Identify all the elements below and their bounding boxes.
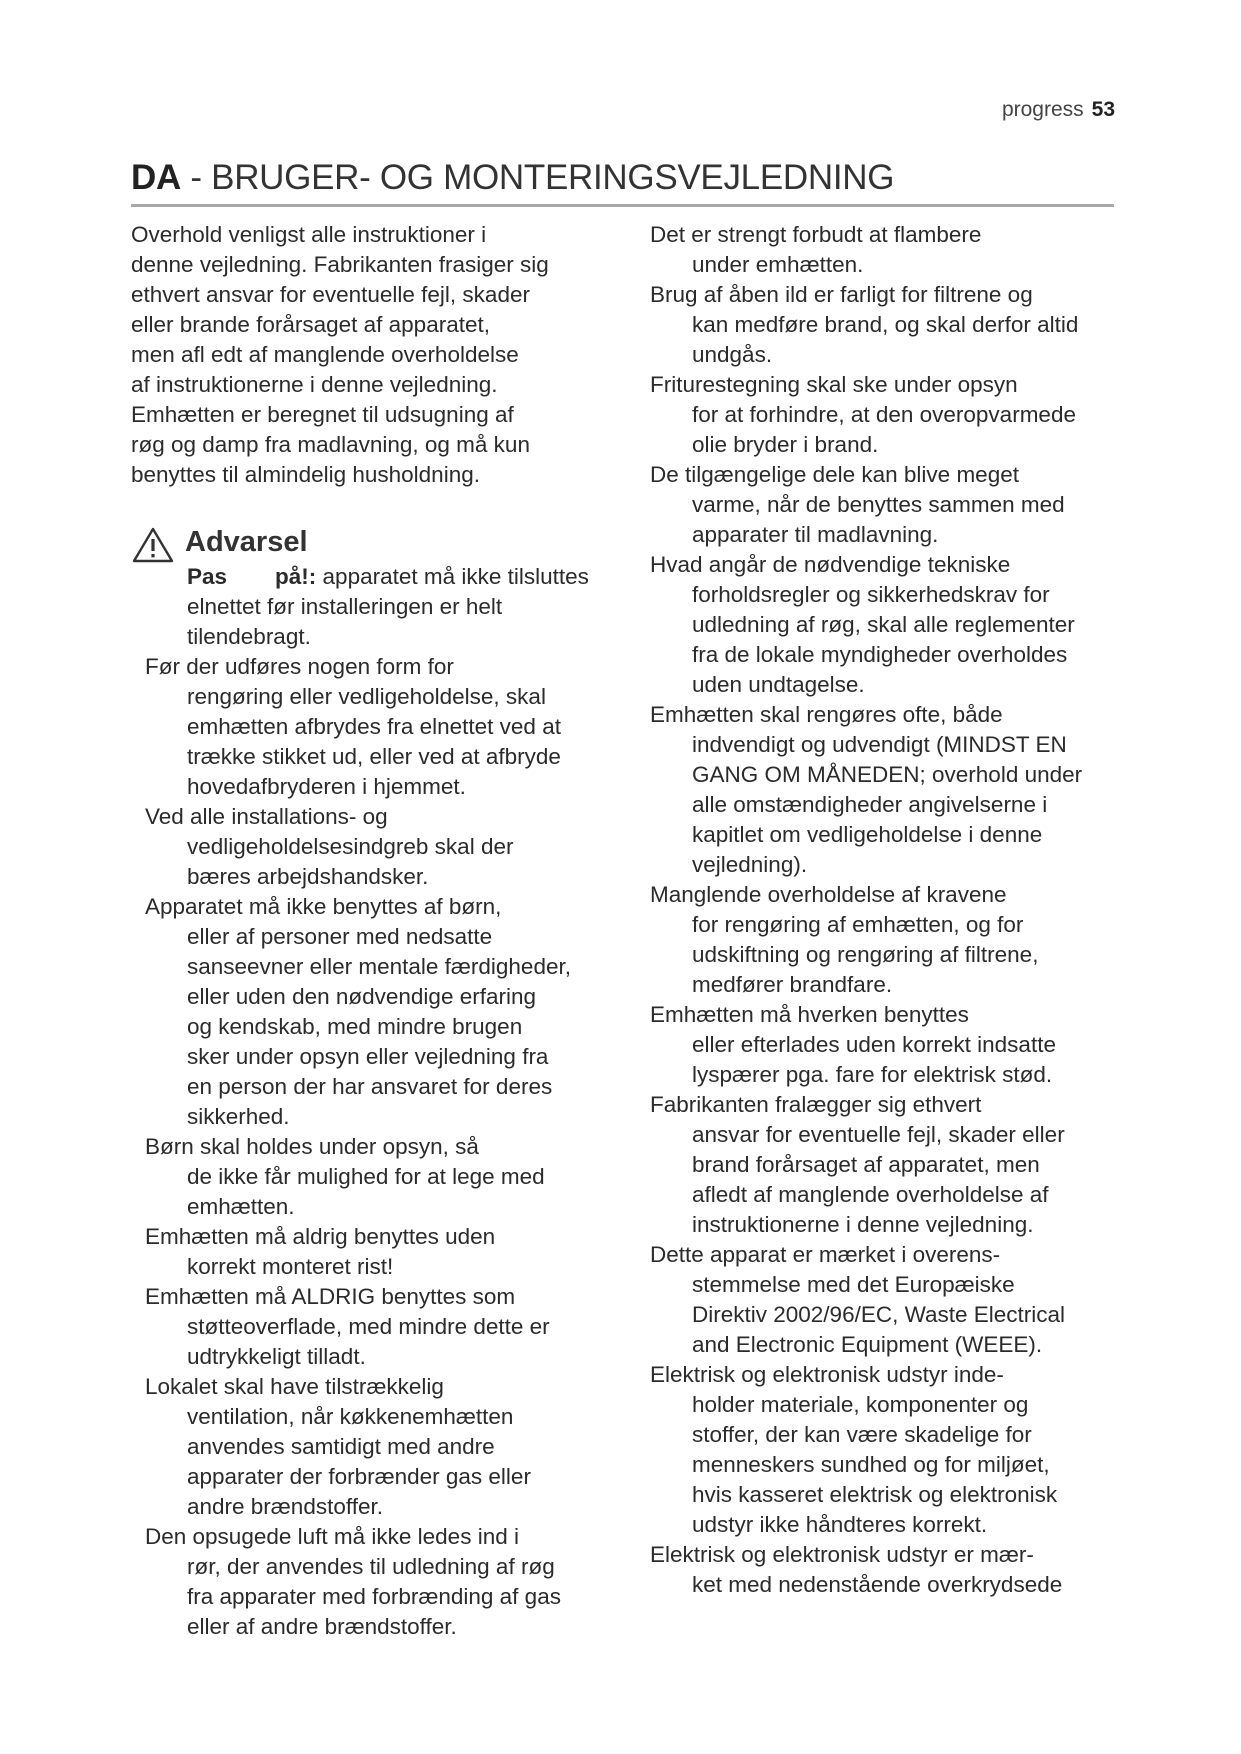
item-line: vedligeholdelsesindgreb skal der <box>187 834 514 859</box>
warning-intro <box>131 562 631 652</box>
intro-line: denne vejledning. Fabrikanten frasiger sig <box>131 252 549 277</box>
item-line: Friturestegning skal ske under opsyn <box>650 372 1018 397</box>
intro-line: Emhætten er beregnet til udsugning af <box>131 402 514 427</box>
item-line: emhætten afbrydes fra elnettet ved at <box>187 714 561 739</box>
safety-item <box>650 1090 1130 1240</box>
warning-emphasis-a: Pas <box>187 564 228 589</box>
item-line: alle omstændigheder angivelserne i <box>692 792 1048 817</box>
item-line: Før der udføres nogen form for <box>145 654 454 679</box>
item-line: brand forårsaget af apparatet, men <box>692 1152 1040 1177</box>
item-line: anvendes samtidigt med andre <box>187 1434 495 1459</box>
right-column <box>650 220 1130 1600</box>
safety-item <box>650 880 1130 1000</box>
item-line: sikkerhed. <box>187 1104 290 1129</box>
warning-item <box>131 892 631 1132</box>
intro-line: eller brande forårsaget af apparatet, <box>131 312 490 337</box>
item-line: Emhætten skal rengøres ofte, både <box>650 702 1003 727</box>
safety-item <box>650 460 1130 550</box>
item-line: eller uden den nødvendige erfaring <box>187 984 536 1009</box>
item-line: Emhætten må ALDRIG benyttes som <box>145 1284 516 1309</box>
warning-triangle-icon <box>131 526 175 564</box>
item-line: holder materiale, komponenter og <box>692 1392 1029 1417</box>
item-line: kan medføre brand, og skal derfor altid <box>692 312 1079 337</box>
safety-item <box>650 1540 1130 1600</box>
item-line: GANG OM MÅNEDEN; overhold under <box>692 762 1083 787</box>
warning-item <box>131 1132 631 1222</box>
item-line: udskiftning og rengøring af filtrene, <box>692 942 1039 967</box>
warning-item <box>131 652 631 802</box>
item-line: apparater til madlavning. <box>692 522 939 547</box>
item-line: ventilation, når køkkenemhætten <box>187 1404 514 1429</box>
item-line: stoffer, der kan være skadelige for <box>692 1422 1032 1447</box>
item-line: eller efterlades uden korrekt indsatte <box>692 1032 1056 1057</box>
item-line: instruktionerne i denne vejledning. <box>692 1212 1034 1237</box>
intro-line: af instruktionerne i denne vejledning. <box>131 372 498 397</box>
item-line: Emhætten må hverken benyttes <box>650 1002 969 1027</box>
warning-item <box>131 1522 631 1642</box>
item-line: kapitlet om vedligeholdelse i denne <box>692 822 1043 847</box>
safety-item <box>650 700 1130 880</box>
left-column <box>131 220 631 1642</box>
item-line: stemmelse med det Europæiske <box>692 1272 1015 1297</box>
item-line: støtteoverflade, med mindre dette er <box>187 1314 550 1339</box>
warning-list <box>131 652 631 1642</box>
warning-item <box>131 1282 631 1372</box>
item-line: andre brændstoffer. <box>187 1494 383 1519</box>
item-line: eller af andre brændstoffer. <box>187 1614 457 1639</box>
item-line: Elektrisk og elektronisk udstyr inde- <box>650 1362 1004 1387</box>
warning-item <box>131 1222 631 1282</box>
safety-item <box>650 550 1130 700</box>
item-line: Apparatet må ikke benyttes af børn, <box>145 894 502 919</box>
item-line: korrekt monteret rist! <box>187 1254 394 1279</box>
item-line: ket med nedenstående overkrydsede <box>692 1572 1063 1597</box>
item-line: for rengøring af emhætten, og for <box>692 912 1024 937</box>
item-line: Elektrisk og elektronisk udstyr er mær- <box>650 1542 1034 1567</box>
intro-line: benyttes til almindelig husholdning. <box>131 462 480 487</box>
item-line: apparater der forbrænder gas eller <box>187 1464 531 1489</box>
item-line: undgås. <box>692 342 773 367</box>
page-number: 53 <box>1091 98 1115 121</box>
warning-item <box>131 802 631 892</box>
item-line: varme, når de benyttes sammen med <box>692 492 1065 517</box>
title-text: - BRUGER- OG MONTERINGSVEJLEDNING <box>180 158 895 197</box>
item-line: sker under opsyn eller vejledning fra <box>187 1044 549 1069</box>
brand-name: progress <box>1001 98 1084 121</box>
item-line: rør, der anvendes til udledning af røg <box>187 1554 555 1579</box>
item-line: Den opsugede luft må ikke ledes ind i <box>145 1524 519 1549</box>
item-line: lyspærer pga. fare for elektrisk stød. <box>692 1062 1053 1087</box>
intro-line: røg og damp fra madlavning, og må kun <box>131 432 530 457</box>
item-line: olie bryder i brand. <box>692 432 879 457</box>
safety-item <box>650 1360 1130 1540</box>
title-language-code: DA <box>131 158 181 197</box>
item-line: Fabrikanten fralægger sig ethvert <box>650 1092 982 1117</box>
item-line: hvis kasseret elektrisk og elektronisk <box>692 1482 1058 1507</box>
item-line: de ikke får mulighed for at lege med <box>187 1164 545 1189</box>
item-line: udledning af røg, skal alle reglementer <box>692 612 1075 637</box>
item-line: and Electronic Equipment (WEEE). <box>692 1332 1043 1357</box>
item-line: udstyr ikke håndteres korrekt. <box>692 1512 988 1537</box>
warning-line: tilendebragt. <box>187 624 311 649</box>
item-line: rengøring eller vedligeholdelse, skal <box>187 684 546 709</box>
item-line: Lokalet skal have tilstrækkelig <box>145 1374 444 1399</box>
intro-line: men afl edt af manglende overholdelse <box>131 342 519 367</box>
item-line: hovedafbryderen i hjemmet. <box>187 774 466 799</box>
item-line: trække stikket ud, eller ved at afbryde <box>187 744 561 769</box>
item-line: Manglende overholdelse af kravene <box>650 882 1007 907</box>
item-line: Ved alle installations- og <box>145 804 388 829</box>
item-line: Dette apparat er mærket i overens- <box>650 1242 1001 1267</box>
warning-title: Advarsel <box>185 526 308 558</box>
item-line: indvendigt og udvendigt (MINDST EN <box>692 732 1067 757</box>
item-line: udtrykkeligt tilladt. <box>187 1344 366 1369</box>
page-title <box>131 158 894 198</box>
item-line: for at forhindre, at den overopvarmede <box>692 402 1076 427</box>
safety-item <box>650 370 1130 460</box>
safety-item <box>650 220 1130 280</box>
item-line: forholdsregler og sikkerhedskrav for <box>692 582 1050 607</box>
item-line: sanseevner eller mentale færdigheder, <box>187 954 571 979</box>
item-line: ansvar for eventuelle fejl, skader eller <box>692 1122 1065 1147</box>
item-line: medfører brandfare. <box>692 972 893 997</box>
item-line: Børn skal holdes under opsyn, så <box>145 1134 479 1159</box>
item-line: afledt af manglende overholdelse af <box>692 1182 1049 1207</box>
warning-emphasis-b: på!: <box>275 564 317 589</box>
intro-paragraph <box>131 220 631 490</box>
item-line: og kendskab, med mindre brugen <box>187 1014 523 1039</box>
item-line: Brug af åben ild er farligt for filtrene og <box>650 282 1033 307</box>
item-line: Direktiv 2002/96/EC, Waste Electrical <box>692 1302 1066 1327</box>
item-line: eller af personer med nedsatte <box>187 924 493 949</box>
warning-line: apparatet må ikke tilsluttes <box>316 564 589 589</box>
item-line: Emhætten må aldrig benyttes uden <box>145 1224 496 1249</box>
warning-item <box>131 1372 631 1522</box>
item-line: Det er strengt forbudt at flambere <box>650 222 982 247</box>
warning-heading <box>131 524 631 560</box>
item-line: Hvad angår de nødvendige tekniske <box>650 552 1011 577</box>
safety-item <box>650 280 1130 370</box>
item-line: De tilgængelige dele kan blive meget <box>650 462 1019 487</box>
warning-line: elnettet før installeringen er helt <box>187 594 503 619</box>
safety-item <box>650 1000 1130 1090</box>
page-header <box>1002 98 1115 122</box>
item-line: menneskers sundhed og for miljøet, <box>692 1452 1050 1477</box>
item-line: vejledning). <box>692 852 808 877</box>
item-line: fra de lokale myndigheder overholdes <box>692 642 1068 667</box>
item-line: bæres arbejdshandsker. <box>187 864 429 889</box>
item-line: under emhætten. <box>692 252 864 277</box>
intro-line: ethvert ansvar for eventuelle fejl, skader <box>131 282 530 307</box>
item-line: emhætten. <box>187 1194 295 1219</box>
title-divider <box>131 204 1114 207</box>
safety-item <box>650 1240 1130 1360</box>
item-line: en person der har ansvaret for deres <box>187 1074 553 1099</box>
item-line: uden undtagelse. <box>692 672 865 697</box>
intro-line: Overhold venligst alle instruktioner i <box>131 222 487 247</box>
item-line: fra apparater med forbrænding af gas <box>187 1584 561 1609</box>
